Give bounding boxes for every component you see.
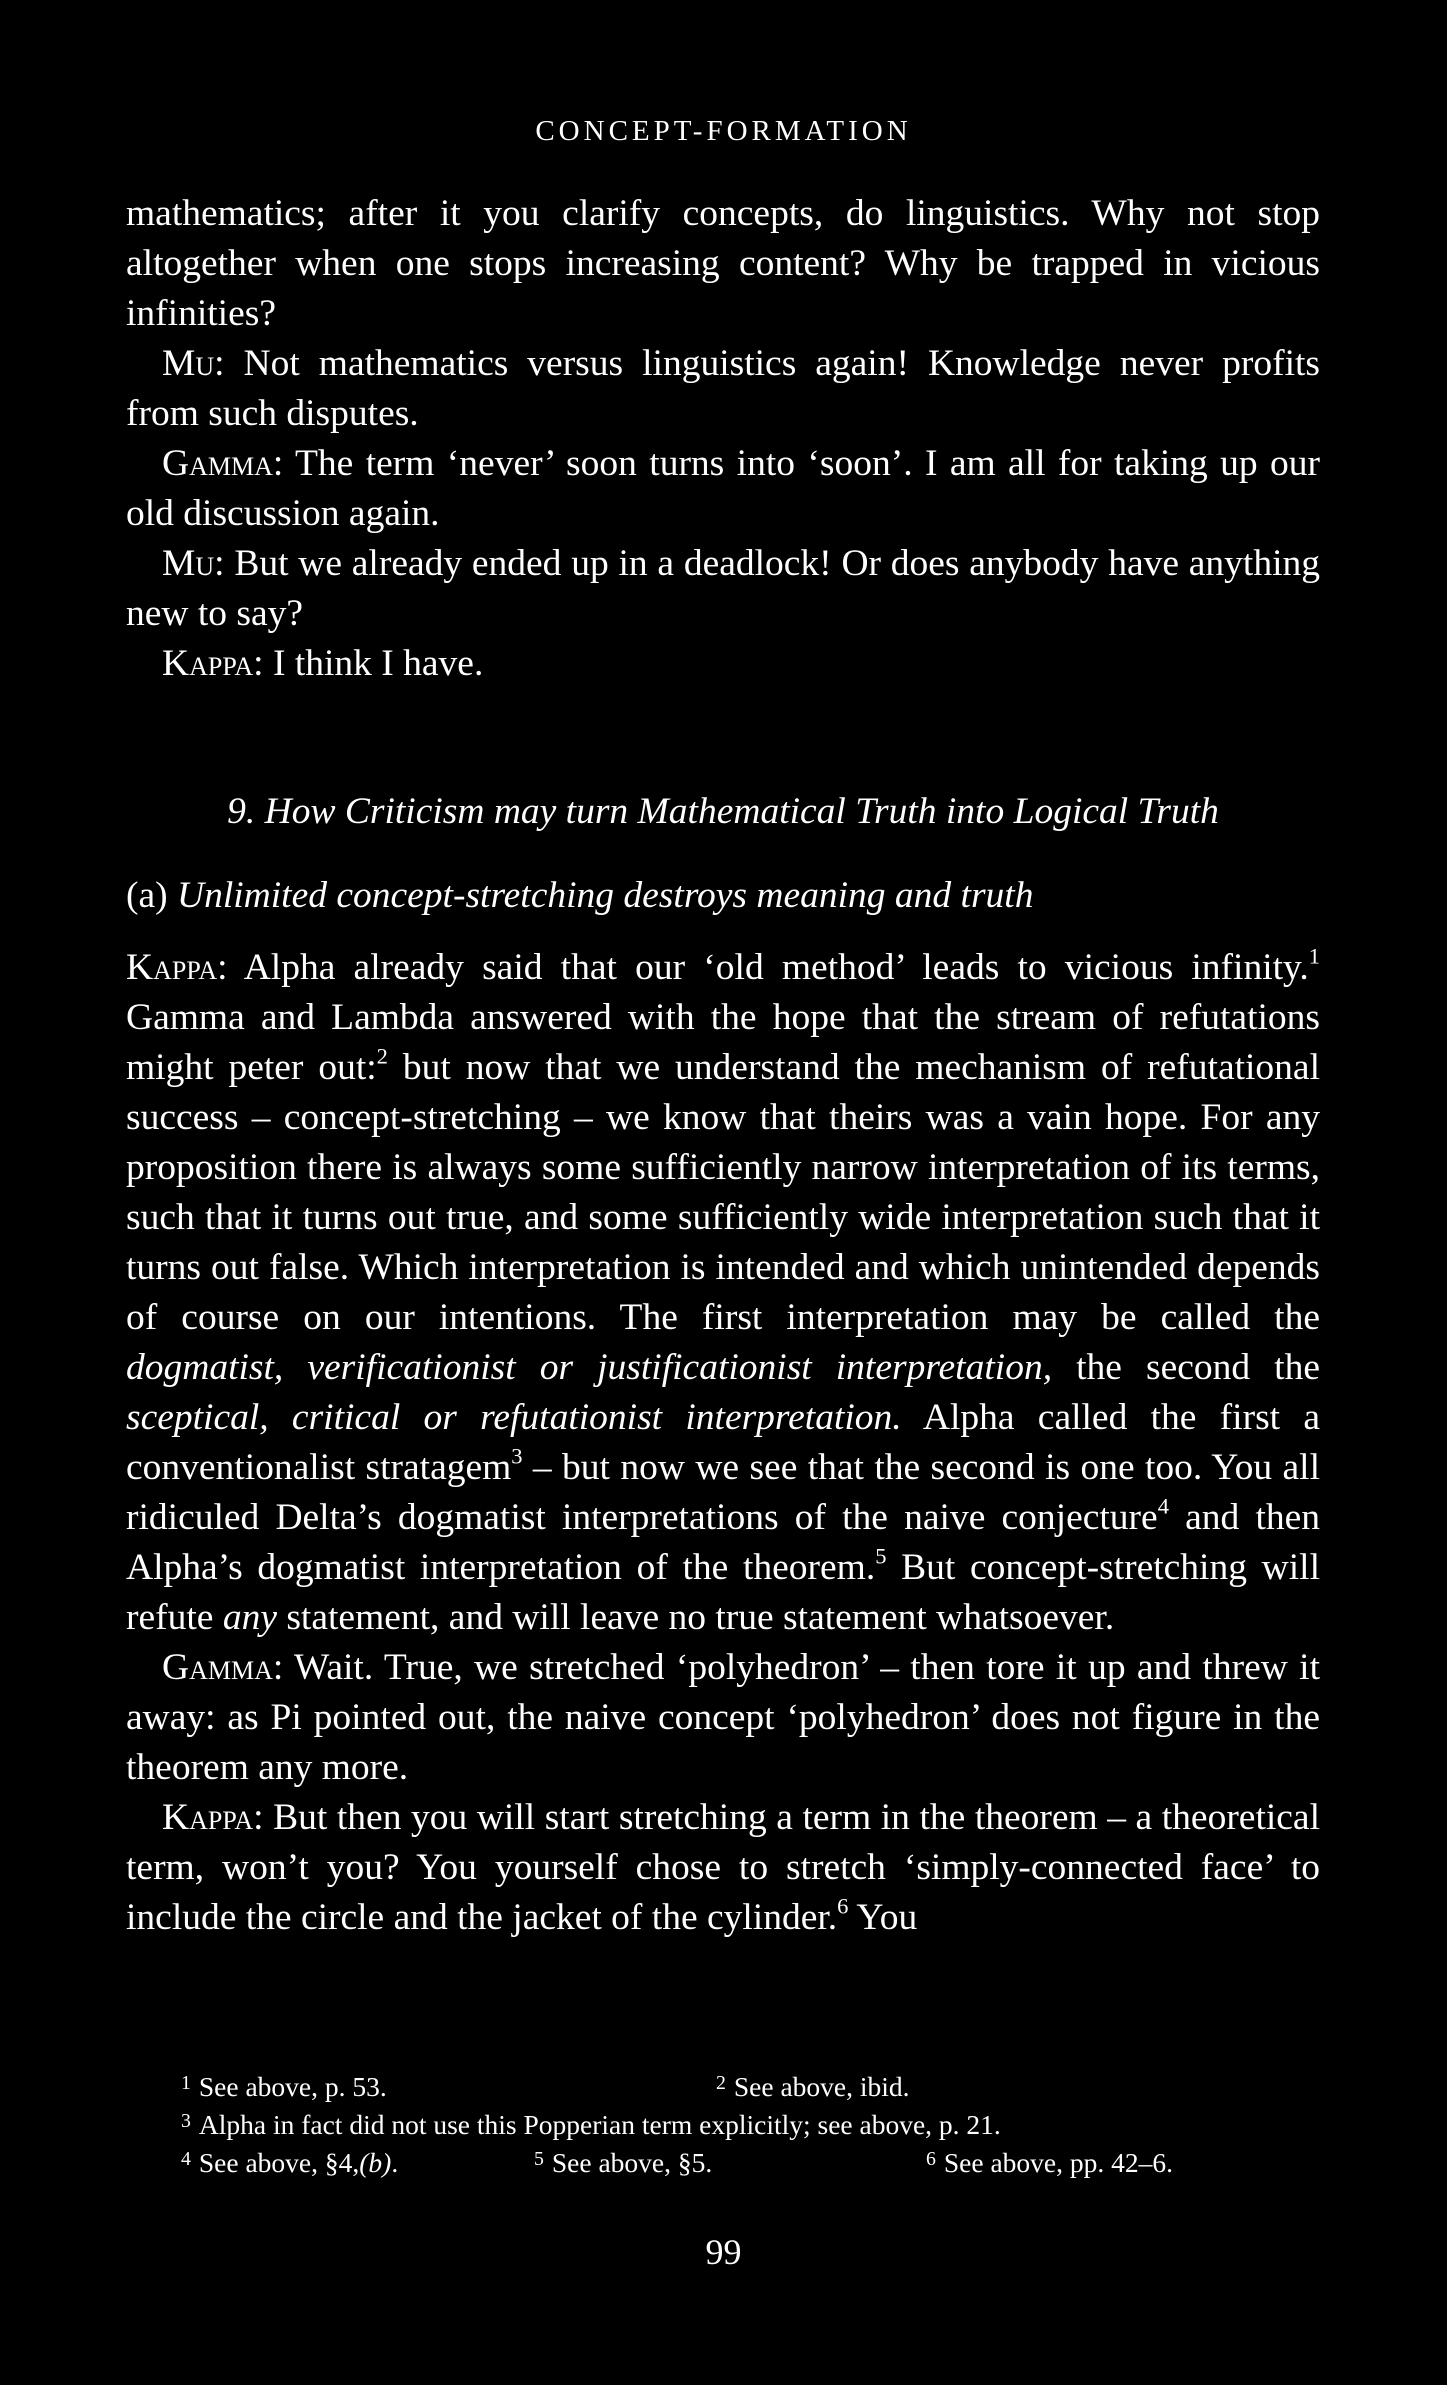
- speaker-name: Kappa: [162, 1797, 254, 1838]
- running-header: CONCEPT-FORMATION: [535, 115, 912, 147]
- paragraph-gamma-1: [126, 439, 1320, 539]
- paragraph-text: But concept-stretching will refute: [126, 1547, 1320, 1638]
- paragraph-text: Alpha called the first a conventionalist stratagem: [126, 1397, 1321, 1488]
- footnote-line: [126, 2140, 1320, 2178]
- paragraph-text: Wait. True, we stretched ‘polyhedron’ – then tore it up and threw it away: as Pi pointed out, the naive concept ‘polyhedron’ does not figure in the theorem any more.: [126, 1647, 1320, 1788]
- speaker-name: Kappa: [162, 643, 254, 684]
- paragraph-continuation: mathematics; after it you clarify concepts, do linguistics. Why not stop altogether when one stops increasing content? Why be trapped in vicious infinities?: [126, 193, 1320, 334]
- paragraph-text: Alpha already said that our ‘old method’ leads to vicious infinity.: [243, 947, 1309, 988]
- footnote-text: See above, §5.: [551, 2146, 713, 2178]
- paragraph-kappa-2: [126, 943, 1320, 1643]
- footnote-ref: 1: [1308, 943, 1320, 969]
- speaker-separator: :: [214, 343, 244, 384]
- section-title-text: How Criticism may turn Mathematical Truth into Logical Truth: [264, 791, 1219, 832]
- page-number: 99: [705, 2232, 742, 2272]
- footnote-3: [181, 2102, 1001, 2144]
- footnote-ref: 2: [376, 1043, 388, 1069]
- paragraph-text: I think I have.: [272, 643, 484, 684]
- footnote-5: [534, 2140, 712, 2182]
- footnote-ref: 4: [1157, 1493, 1169, 1519]
- speaker-separator: :: [253, 1797, 274, 1838]
- paragraph-text: Gamma and Lambda answered with the hope that the stream of refutations might peter out:: [126, 997, 1320, 1088]
- footnote-ref: 6: [837, 1893, 849, 1919]
- footnote-6: [926, 2140, 1173, 2182]
- footnote-ref: 5: [875, 1543, 887, 1569]
- speaker-separator: :: [214, 543, 235, 584]
- subsection-label: (a): [126, 875, 168, 916]
- paragraph-text: You: [848, 1897, 918, 1938]
- paragraph-gamma-2: [126, 1643, 1320, 1793]
- footnote-4: [181, 2140, 398, 2182]
- footnote-2: [716, 2064, 910, 2106]
- footnote-italic: (b): [359, 2146, 392, 2178]
- footnote-text: See above, §4,: [198, 2146, 360, 2178]
- footnote-number: 2: [716, 2072, 726, 2094]
- emphasis-text: any: [222, 1597, 277, 1638]
- speaker-separator: :: [272, 443, 296, 484]
- speaker-name: Mu: [162, 543, 215, 584]
- section-number: 9.: [227, 791, 256, 832]
- footnote-line: [126, 2064, 1320, 2102]
- footnote-number: 1: [181, 2072, 191, 2094]
- footnote-1: [181, 2064, 387, 2106]
- paragraph-text: – but now we see that the second is one too. You all ridiculed Delta’s dogmatist interpretations of the naive conjecture: [126, 1447, 1320, 1538]
- paragraph-mu-1: [126, 339, 1320, 439]
- speaker-name: Gamma: [162, 443, 273, 484]
- footnote-number: 5: [534, 2148, 544, 2170]
- speaker-separator: :: [253, 643, 273, 684]
- footnote-tail: .: [391, 2146, 399, 2178]
- speaker-name: Kappa: [126, 947, 218, 988]
- paragraph-text: But then you will start stretching a term in the theorem – a theoretical term, won’t you? You yourself chose to stretch ‘simply-connected face’ to include the circle and the jacket of the cylinder.: [126, 1797, 1320, 1938]
- speaker-name: Gamma: [162, 1647, 273, 1688]
- paragraph-text: statement, and will leave no true statement whatsoever.: [276, 1597, 1115, 1638]
- footnote-number: 6: [926, 2148, 936, 2170]
- footnote-text: See above, pp. 42–6.: [943, 2146, 1174, 2178]
- paragraph-text: Not mathematics versus linguistics again! Knowledge never profits from such disputes.: [126, 343, 1320, 434]
- speaker-name: Mu: [162, 343, 215, 384]
- subsection-title-text: Unlimited concept-stretching destroys meaning and truth: [177, 875, 1034, 916]
- paragraph-mu-2: [126, 539, 1320, 639]
- footnote-number: 4: [181, 2148, 191, 2170]
- paragraph-text: But we already ended up in a deadlock! Or does anybody have anything new to say?: [126, 543, 1320, 634]
- footnote-text: See above, p. 53.: [198, 2070, 387, 2102]
- emphasis-text: sceptical, critical or refutationist interpretation.: [126, 1397, 902, 1438]
- dialogue-block-main: [126, 943, 1320, 1943]
- paragraph-kappa-1: [126, 639, 1320, 689]
- speaker-separator: :: [217, 947, 244, 988]
- emphasis-text: dogmatist, verificationist or justificationist interpretation,: [126, 1347, 1053, 1388]
- paragraph-kappa-3: [126, 1793, 1320, 1943]
- footnotes: [126, 2064, 1320, 2178]
- paragraph-text: The term ‘never’ soon turns into ‘soon’. I am all for taking up our old discussion again.: [126, 443, 1321, 534]
- dialogue-block-top: [126, 189, 1320, 689]
- footnote-text: See above, ibid.: [733, 2070, 910, 2102]
- footnote-ref: 3: [511, 1443, 523, 1469]
- subsection-heading: [126, 874, 1320, 917]
- paragraph-text: and then Alpha’s dogmatist interpretation of the theorem.: [126, 1497, 1321, 1588]
- footnote-line: [126, 2102, 1320, 2140]
- footnote-number: 3: [181, 2110, 191, 2132]
- section-heading: [126, 790, 1320, 833]
- paragraph-text: but now that we understand the mechanism of refutational success – concept-stretching – we know that theirs was a vain hope. For any proposition there is always some sufficiently narrow interpretation of its terms, such that it turns out true, and some sufficiently wide interpretation such that it turns out false. Which interpretation is intended and which unintended depends of course on our intentions. The first interpretation may be called the: [126, 1047, 1320, 1338]
- footnote-text: Alpha in fact did not use this Popperian term explicitly; see above, p. 21.: [198, 2108, 1001, 2140]
- speaker-separator: :: [272, 1647, 294, 1688]
- paragraph-text: the second the: [1052, 1347, 1320, 1388]
